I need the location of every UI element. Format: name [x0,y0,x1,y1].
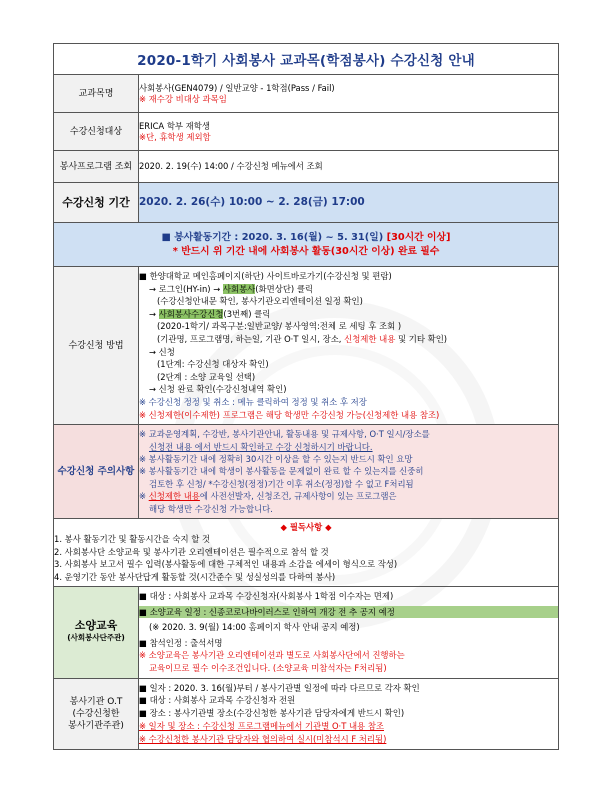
agency-ot-cell [139,678,559,749]
activity-requirement: * 반드시 위 기간 내에 사회봉사 활동(30시간 이상) 완료 필수 [172,245,440,257]
agency-ot-row [54,678,559,749]
notice-table [53,43,559,750]
course-row [54,75,559,113]
target-row [54,113,559,151]
required-cell [54,518,559,586]
method-line: ※ 수강신청 정정 및 취소 : 메뉴 클릭하여 정정 및 취소 후 저장 [139,396,367,407]
agency-ot-line: ※ 일자 및 장소 : 수강신청 프로그램메뉴에서 기관별 O·T 내용 참조 [139,720,384,731]
orientation-line: ■ 대상 : 사회봉사 교과목 수강신청자(사회봉사 1학점 이수자는 면제) [139,591,394,601]
program-view-row [54,151,559,183]
period-text: 2020. 2. 26(수) 10:00 ~ 2. 28(금) 17:00 [139,183,559,223]
title-row [54,44,559,75]
agency-ot-line: ※ 수강신청한 봉사기관 담당자와 협의하여 실시(미참석시 F 처리됨) [139,733,387,744]
agency-ot-label: 봉사기관 O.T (수강신청한 봉사기관주관) [54,678,139,749]
menu-social-service: 사회봉사 [222,283,256,294]
orientation-row [54,587,559,679]
orientation-line: ※ 소양교육은 봉사기관 오리엔테이션과 별도로 사회봉사단에서 진행하는 [139,650,405,661]
method-line: (수강신청안내문 확인, 봉사기관오리엔테이션 일정 확인) [157,296,363,307]
method-label: 수강신청 방법 [54,267,139,425]
method-line: → 로그인(HY-in) → 사회봉사(화면상단) 클릭 [149,283,314,294]
caution-line: ※ 봉사활동기간 내에 정확히 30시간 이상을 할 수 있는지 반드시 확인 요망 [139,453,413,464]
caution-line: ※ 교과운영계획, 수강반, 봉사기관안내, 활동내용 및 규제사항, O·T 일시/장소를 [139,429,430,440]
method-row [54,267,559,425]
method-line: ■ 한양대학교 메인홈페이지(하단) 사이트바로가기(수강신청 및 편람) [139,271,392,281]
required-item: 2. 사회봉사단 소양교육 및 봉사기관 오리엔테이션은 필수적으로 참석 할 것 [54,546,329,557]
caution-line: 신청전 내용 에서 반드시 확인하고 수강 신청하시기 바랍니다. [149,441,373,452]
target-note: ※단, 휴학생 제외함 [139,131,211,142]
orientation-label [54,587,139,679]
caution-line: ※ 신청제한 내용에 사전선발자, 신청조건, 규제사항이 있는 프로그램은 [139,491,397,502]
agency-ot-line: ■ 일자 : 2020. 3. 16(월)부터 / 봉사기관별 일정에 따라 다르므로 각자 확인 [139,682,420,693]
orientation-schedule: ■ 소양교육 일정 : 신종코로나바이러스로 인하여 개강 전 추 공지 예정 [139,606,558,619]
page-title: 2020-1학기 사회봉사 교과목(학점봉사) 수강신청 안내 [54,44,559,75]
method-line: (2단계 : 소양 교육일 선택) [157,371,256,382]
caution-line: 검토한 후 신청/ *수강신청(정정)기간 이후 취소(정정)할 수 없고 F처리됨 [149,478,414,489]
method-line: → 신청 완료 확인(수강신청내역 확인) [149,384,287,395]
activity-row [54,223,559,267]
required-item: 3. 사회봉사 보고서 필수 입력(봉사활동에 대한 구체적인 내용과 소감을 에세이 형식으로 작성) [54,559,398,570]
required-item: 4. 운영기간 동안 봉사단답게 활동할 것(시간준수 및 성실성의를 다하여 봉사) [54,571,336,582]
method-line: (2020-1학기/ 과목구분:일반교양/ 봉사영역:전체 로 세팅 후 조회 ) [157,321,402,332]
period-row [54,183,559,223]
activity-period: ■ 봉사활동기간 : 2020. 3. 16(월) ~ 5. 31(일) [30시간 이상] [161,231,451,243]
method-line: (기관명, 프로그램명, 하는일, 기관 O·T 일시, 장소, 신청제한 내용 및 기타 확인) [157,333,448,344]
target-text: ERICA 학부 재학생 [139,120,210,131]
program-view-text: 2020. 2. 19(수) 14:00 / 수강신청 메뉴에서 조회 [139,151,559,183]
method-line: → 신청 [149,346,175,357]
orientation-line: ■ 참석인정 : 출석서명 [139,637,223,648]
course-cell [139,75,559,113]
required-row [54,518,559,586]
period-label: 수강신청 기간 [54,183,139,223]
agency-ot-line: ■ 장소 : 봉사기관별 장소(수강신청한 봉사기관 담당자에게 반드시 확인) [139,708,405,719]
method-line: → 사회봉사수강신청(3번째) 클릭 [149,308,271,319]
caution-cell [139,425,559,519]
orientation-cell [139,587,559,679]
caution-label: 수강신청 주의사항 [54,425,139,519]
target-cell [139,113,559,151]
caution-row [54,425,559,519]
course-label: 교과목명 [54,75,139,113]
orientation-line: 교육이므로 필수 이수조건입니다. (소양교육 미참석자는 F처리됨) [149,662,387,673]
course-name: 사회봉사(GEN4079) / 일반교양 - 1학점(Pass / Fail) [139,82,335,93]
method-line: ※ 신청제한(이수제한) 프로그램은 해당 학생만 수강신청 가능(신청제한 내용 참조) [139,409,440,420]
caution-line: ※ 봉사활동기간 내에 학생이 봉사활동을 문제없이 완료 할 수 있는지를 신중히 [139,466,424,477]
orientation-label-sub: (사회봉사단주관) [67,633,125,643]
method-cell [139,267,559,425]
activity-hours: [30시간 이상] [386,231,451,243]
activity-cell [54,223,559,267]
target-label: 수강신청대상 [54,113,139,151]
course-note: ※ 재수강 비대상 과목임 [139,93,227,104]
required-item: 1. 봉사 활동기간 및 활동시간을 숙지 할 것 [54,534,211,545]
orientation-line: (※ 2020. 3. 9(월) 14:00 홈페이지 학사 안내 공지 예정) [149,622,360,633]
menu-apply: 사회봉사수강신청 [158,308,224,319]
caution-line: 해당 학생만 수강신청 가능합니다. [149,503,273,514]
method-line: (1단계: 수강신청 대상자 확인) [157,359,269,370]
agency-ot-line: ■ 대상 : 사회봉사 교과목 수강신청자 전원 [139,695,296,706]
required-header: ◆ 필독사항 ◆ [280,521,332,532]
program-view-label: 봉사프로그램 조회 [54,151,139,183]
orientation-label-main: 소양교육 [74,619,118,633]
